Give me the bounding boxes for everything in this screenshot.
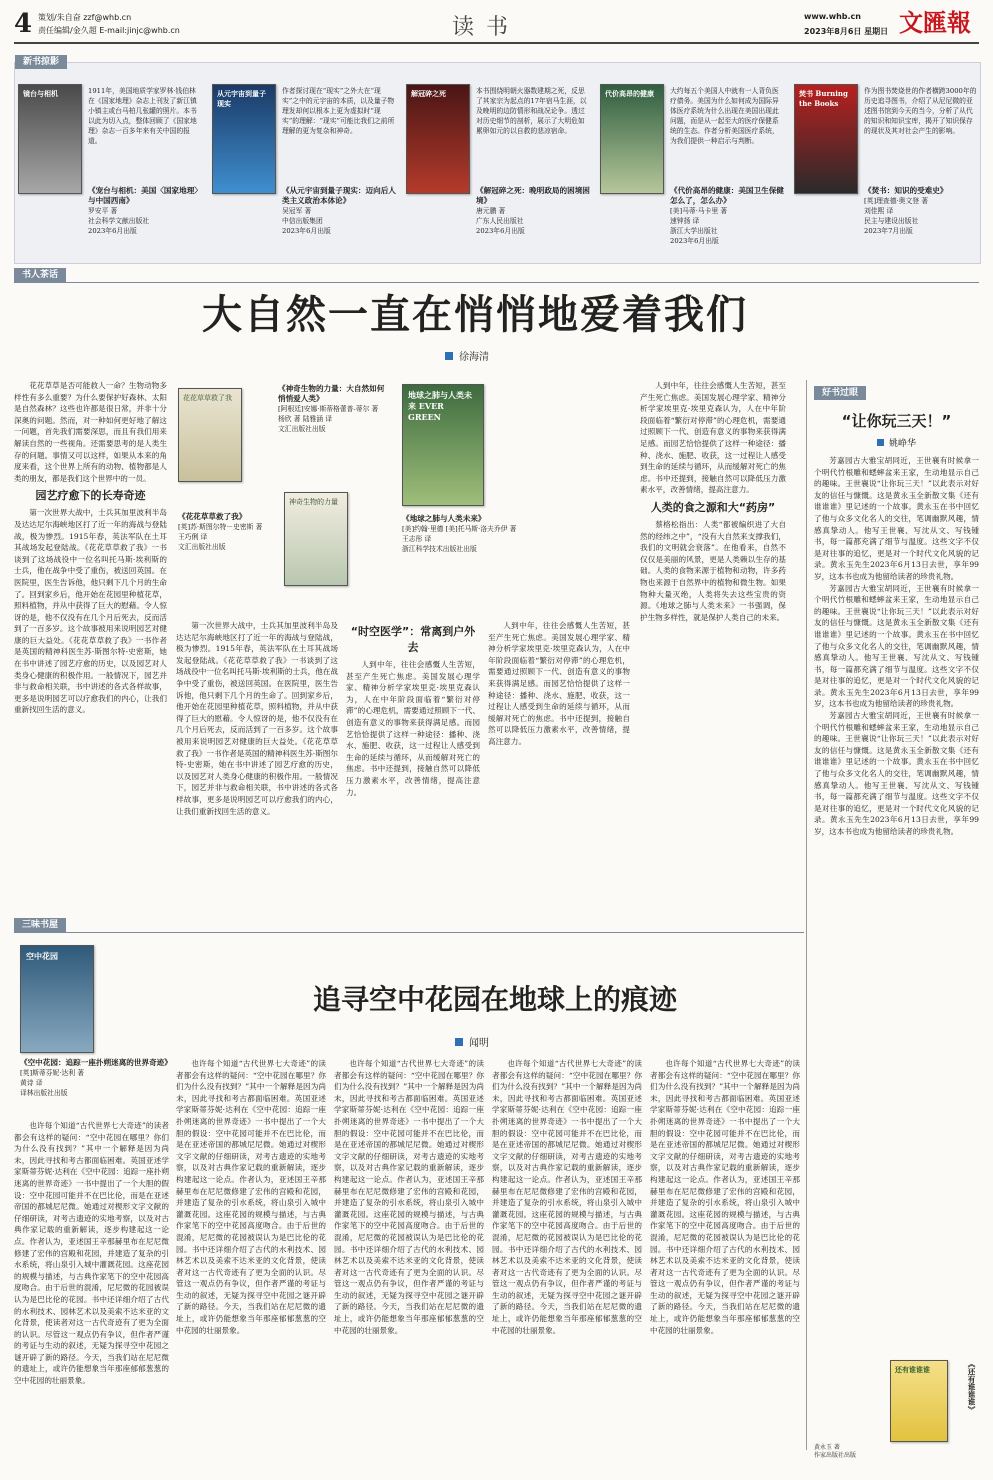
new-book-1-date: 2023年6月出版 bbox=[88, 227, 137, 235]
sidebar bbox=[814, 380, 979, 1460]
sidebar-book-title: 《还有谁谁谁》 bbox=[967, 1360, 976, 1414]
author-mark-icon bbox=[445, 352, 453, 360]
header-reviewer: 责任编辑/金久超 E-mail:jinjc@whb.cn bbox=[38, 26, 180, 35]
sidebar-author-icon bbox=[877, 439, 884, 446]
main-intro: 花花草草是否可能救人一命？生物动物多样性有多么重要？为什么要保护好森林、太阳是自然森林？这些也许都是很日常，并非十分深奥的问题。然而，对一种如何更好地了解这一问题，首先我们需要深思，而且有我们用来解读自然的一些视角。还需要思考的是人类生存的问题。事情又可以这样，如果从本来的角度来看，这个世界上所有的动物、植物都是人类的朋友，都是我们这个世界中的一员。 bbox=[14, 381, 167, 483]
new-book-5-title: 《焚书：知识的受难史》 bbox=[864, 186, 948, 195]
new-book-4-publisher: 浙江大学出版社 bbox=[670, 227, 718, 235]
new-book-2-publisher: 中信出版集团 bbox=[282, 217, 323, 225]
second-book-cap bbox=[20, 1058, 170, 1098]
new-book-1-publisher: 社会科学文献出版社 bbox=[88, 217, 150, 225]
second-col-2 bbox=[176, 1058, 326, 1465]
second-author-icon bbox=[455, 1038, 463, 1046]
book-cover-2[interactable] bbox=[284, 492, 348, 586]
main-article-title: 大自然一直在悄悄地爱着我们 bbox=[202, 292, 748, 338]
new-book-cover-text-4: 代价高昂的健康 bbox=[605, 89, 654, 98]
book-2-title: 《神奇生物的力量：大自然如何悄悄爱人类》 bbox=[278, 384, 385, 403]
page-number: 4 bbox=[14, 9, 33, 39]
sidebar-book-author: 黄永玉 著 bbox=[814, 1444, 840, 1451]
book-2-translator: 杨欣 著 陆雅涵 译 bbox=[278, 415, 333, 423]
sidebar-book-cover[interactable] bbox=[890, 1360, 948, 1442]
new-book-1-author: 罗安平 著 bbox=[88, 207, 118, 215]
sidebar-book-publisher: 作家出版社出版 bbox=[814, 1452, 857, 1459]
new-book-3-publisher: 广东人民出版社 bbox=[476, 217, 524, 225]
new-book-cover-text-5: 焚书 Burning the Books bbox=[799, 89, 848, 108]
main-section-label: 书人茶话 bbox=[14, 268, 66, 282]
new-book-blurb-3: 本书围绕明朝火器数建期之死，反思了其家宗为起点的17年宿马生涯，以及晚明的边防情形和战况论争。透过对历史细节的剖析，展示了大明危如累卵如元的以自救的悲凉宿命。 bbox=[476, 87, 587, 135]
new-book-blurb-4: 大约每五个美国人中就有一人背负医疗债务。美国为什么如何成为国际异体医疗系统为什么出现在美国出现此问题，而是从一起至大的医疗保健系统的生态。作者分析美国医疗系统，为我们提供一种启示与判断。 bbox=[670, 87, 779, 145]
new-book-cover-2[interactable] bbox=[212, 84, 276, 194]
sidebar-divider bbox=[806, 380, 807, 1450]
book-1-title: 《花花草草救了我》 bbox=[178, 512, 247, 521]
new-book-blurb-5: 作为图书焚烧世的作者横跨3000年的历史追寻图书，介绍了从尼尼微的亚述图书馆到今天的当今，分析了从代的知识和知识宝库，揭开了知识保存的现状及其对社会产生的影响。 bbox=[864, 87, 977, 135]
second-col-3 bbox=[334, 1058, 484, 1465]
second-book-publisher: 译林出版社出版 bbox=[20, 1089, 68, 1097]
new-book-5-translator: 刘佳熙 译 bbox=[864, 207, 894, 215]
new-books-label: 新书掠影 bbox=[15, 55, 67, 69]
new-book-4-translator: 速钟扬 译 bbox=[670, 217, 700, 225]
book-cap-2 bbox=[278, 384, 388, 434]
second-col-3-text: 也许每个知道“古代世界七大奇迹”的读者都会有这样的疑问：“空中花园在哪里？你们为什么没有找到？”其中一个解释是因为尚未，因此寻找和考古都面临困难。英国亚述学家斯蒂芬妮·达利在《空中花园：追踪一座扑朔迷离的世界奇迹》一书中提出了一个大胆的假设：空中花园可能并不在巴比伦，而是在亚述帝国的都城尼尼微。她通过对楔形文字文献的仔细研读，对考古遗迹的实地考察，以及对古典作家记载的重新解读，逐步构建起这一论点。作者认为，亚述国王辛那赫里布在尼尼微修建了宏伟的宫殿和花园，并建造了复杂的引水系统，将山泉引入城中灌溉花园。这座花园的规模与描述，与古典作家笔下的空中花园高度吻合。由于后世的混淆，尼尼微的花园被误认为是巴比伦的花园。书中还详细介绍了古代的水利技术、园林艺术以及美索不达米亚的文化背景，使读者对这一古代奇迹有了更为全面的认识。尽管这一观点仍有争议，但作者严谨的考证与生动的叙述，无疑为探寻空中花园之谜开辟了新的路径。今天，当我们站在尼尼微的遗址上，或许仍能想象当年那座郁郁葱葱的空中花园的壮丽景象。 bbox=[334, 1059, 484, 1335]
second-col-2-text: 也许每个知道“古代世界七大奇迹”的读者都会有这样的疑问：“空中花园在哪里？你们为什么没有找到？”其中一个解释是因为尚未，因此寻找和考古都面临困难。英国亚述学家斯蒂芬妮·达利在《空中花园：追踪一座扑朔迷离的世界奇迹》一书中提出了一个大胆的假设：空中花园可能并不在巴比伦，而是在亚述帝国的都城尼尼微。她通过对楔形文字文献的仔细研读，对考古遗迹的实地考察，以及对古典作家记载的重新解读，逐步构建起这一论点。作者认为，亚述国王辛那赫里布在尼尼微修建了宏伟的宫殿和花园，并建造了复杂的引水系统，将山泉引入城中灌溉花园。这座花园的规模与描述，与古典作家笔下的空中花园高度吻合。由于后世的混淆，尼尼微的花园被误认为是巴比伦的花园。书中还详细介绍了古代的水利技术、园林艺术以及美索不达米亚的文化背景，使读者对这一古代奇迹有了更为全面的认识。尽管这一观点仍有争议，但作者严谨的考证与生动的叙述，无疑为探寻空中花园之谜开辟了新的路径。今天，当我们站在尼尼微的遗址上，或许仍能想象当年那座郁郁葱葱的空中花园的壮丽景象。 bbox=[176, 1059, 326, 1335]
issue-date: 2023年8月6日 星期日 bbox=[804, 27, 889, 36]
book-1-publisher: 文汇出版社出版 bbox=[178, 543, 226, 551]
new-book-info-1 bbox=[88, 186, 206, 236]
main-col-4 bbox=[488, 620, 630, 912]
new-book-info-3 bbox=[476, 186, 594, 236]
main-col-1 bbox=[14, 380, 167, 912]
book-cap-3 bbox=[402, 514, 532, 554]
new-book-info-4 bbox=[670, 186, 788, 246]
second-book-cover[interactable] bbox=[20, 945, 94, 1053]
new-book-blurb-2: 作者探讨现在“现实”之外大在“现实”之中的元宇宙的本质，以及量子物理发却何以根本上更为虚拟时“现实”的理解：“现实”可能比我们之前所理解的更为复杂和神奇。 bbox=[282, 87, 395, 135]
second-book-author: [英]斯蒂芬妮·达利 著 bbox=[20, 1069, 84, 1077]
book-cover-3-text: 地球之肺与人类未来 EVER GREEN bbox=[408, 390, 472, 422]
book-cover-3[interactable] bbox=[402, 384, 484, 506]
new-book-3-title: 《解冠碎之死：晚明政局的困境困境》 bbox=[476, 186, 590, 205]
second-col-4-text: 也许每个知道“古代世界七大奇迹”的读者都会有这样的疑问：“空中花园在哪里？你们为什么没有找到？”其中一个解释是因为尚未，因此寻找和考古都面临困难。英国亚述学家斯蒂芬妮·达利在《空中花园：追踪一座扑朔迷离的世界奇迹》一书中提出了一个大胆的假设：空中花园可能并不在巴比伦，而是在亚述帝国的都城尼尼微。她通过对楔形文字文献的仔细研读，对考古遗迹的实地考察，以及对古典作家记载的重新解读，逐步构建起这一论点。作者认为，亚述国王辛那赫里布在尼尼微修建了宏伟的宫殿和花园，并建造了复杂的引水系统，将山泉引入城中灌溉花园。这座花园的规模与描述，与古典作家笔下的空中花园高度吻合。由于后世的混淆，尼尼微的花园被误认为是巴比伦的花园。书中还详细介绍了古代的水利技术、园林艺术以及美索不达米亚的文化背景，使读者对这一古代奇迹有了更为全面的认识。尽管这一观点仍有争议，但作者严谨的考证与生动的叙述，无疑为探寻空中花园之谜开辟了新的路径。今天，当我们站在尼尼微的遗址上，或许仍能想象当年那座郁郁葱葱的空中花园的壮丽景象。 bbox=[492, 1059, 642, 1335]
second-col-1-text: 也许每个知道“古代世界七大奇迹”的读者都会有这样的疑问：“空中花园在哪里？你们为什么没有找到？”其中一个解释是因为尚未，因此寻找和考古都面临困难。英国亚述学家斯蒂芬妮·达利在《空中花园：追踪一座扑朔迷离的世界奇迹》一书中提出了一个大胆的假设：空中花园可能并不在巴比伦，而是在亚述帝国的都城尼尼微。她通过对楔形文字文献的仔细研读，对考古遗迹的实地考察，以及对古典作家记载的重新解读，逐步构建起这一论点。作者认为，亚述国王辛那赫里布在尼尼微修建了宏伟的宫殿和花园，并建造了复杂的引水系统，将山泉引入城中灌溉花园。这座花园的规模与描述，与古典作家笔下的空中花园高度吻合。由于后世的混淆，尼尼微的花园被误认为是巴比伦的花园。书中还详细介绍了古代的水利技术、园林艺术以及美索不达米亚的文化背景，使读者对这一古代奇迹有了更为全面的认识。尽管这一观点仍有争议，但作者严谨的考证与生动的叙述，无疑为探寻空中花园之谜开辟了新的路径。今天，当我们站在尼尼微的遗址上，或许仍能想象当年那座郁郁葱葱的空中花园的壮丽景象。 bbox=[14, 1121, 169, 1386]
new-book-cover-3[interactable] bbox=[406, 84, 470, 194]
book-3-title: 《地球之肺与人类未来》 bbox=[402, 514, 486, 523]
new-book-4-author: [美]马蒂·马卡里 著 bbox=[670, 207, 728, 215]
book-2-author: [阿根廷]安娜·斯蒂格蕾普-蒂尔 著 bbox=[278, 405, 379, 413]
book-3-translator: 王志彤 译 bbox=[402, 535, 432, 543]
second-book-cover-text: 空中花园 bbox=[26, 951, 58, 961]
main-books-block bbox=[174, 380, 634, 615]
book-cover-2-text: 神奇生物的力量 bbox=[289, 498, 338, 506]
main-col-5 bbox=[640, 380, 786, 912]
sidebar-title: “让你玩三天！” bbox=[841, 412, 952, 430]
new-book-4-date: 2023年6月出版 bbox=[670, 237, 719, 245]
second-col-5 bbox=[650, 1058, 800, 1465]
new-book-3-date: 2023年6月出版 bbox=[476, 227, 525, 235]
book-3-author: [美]约翰·里德 [美]托马斯·洛夫乔伊 著 bbox=[402, 525, 517, 533]
second-col-4 bbox=[492, 1058, 642, 1465]
sidebar-label: 好书过眼 bbox=[814, 386, 866, 400]
section-title-3: 人类的食之源和大“药房” bbox=[650, 500, 776, 514]
second-author bbox=[455, 1034, 489, 1049]
section-text-3: 蔡格松指出：人类“都被编织进了大自然的经纬之中”，“没有大自然来支撑我们，我们的文明就会衰落”。在他看来，自然不仅仅是美丽的风景，更是人类赖以生存的基础。人类的食物来源于植物和动物，许多药物也来源于自然界中的植物和微生物。如果物种大量灭绝，人类将失去这些宝贵的资源。《地球之肺与人类未来》一书强调，保护生物多样性，就是保护人类自己的未来。 bbox=[640, 519, 786, 622]
main-col-4-text: 人到中年，往往会感慨人生苦短，甚至产生死亡焦虑。美国发展心理学家、精神分析学家埃里克·埃里克森认为，人在中年阶段面临着“繁衍对停滞”的心理危机，需要通过照顾下一代、创造有意义的事物来获得满足感。而园艺恰恰提供了这样一种途径：播种、浇水、施肥、收获，这一过程让人感受到生命的延续与循环，从而缓解对死亡的焦虑。书中还提到，接触自然可以降低压力激素水平，改善情绪，提高注意力。 bbox=[488, 621, 630, 746]
new-book-2-author: 吴冠军 著 bbox=[282, 207, 312, 215]
book-cover-1-text: 花花草草救了我 bbox=[183, 394, 232, 402]
new-book-2-date: 2023年6月出版 bbox=[282, 227, 331, 235]
new-book-5-date: 2023年7月出版 bbox=[864, 227, 913, 235]
new-book-cover-text-1: 镜台与相机 bbox=[23, 89, 58, 98]
main-col-3 bbox=[346, 620, 480, 912]
new-book-5-publisher: 民主与建设出版社 bbox=[864, 217, 919, 225]
main-author-name: 徐海清 bbox=[459, 352, 489, 363]
sidebar-text-body-3: 芳嘉园古大雅宝胡同近，王世襄有时候拿一个明代竹根雕和蟋蟀盆来王家，生动地显示自己的趣味。王世襄说“让你玩三天！”以此表示对好友的信任与慷慨。这是黄永玉全新散文集《还有谁谁谁》里记述的一个故事。黄永玉在书中回忆了他与众多文化名人的交往，笔调幽默风趣，情感真挚动人。他写王世襄、写沈从文、写钱锺书，每一篇都充满了细节与温度。这些文字不仅是对往事的追忆，更是对一个时代文化风貌的记录。黄永玉先生2023年6月13日去世，享年99岁，这本书也成为他留给读者的珍贵礼物。 bbox=[814, 711, 979, 836]
second-book-title: 《空中花园：追踪一座扑朔迷离的世界奇迹》 bbox=[20, 1058, 172, 1067]
sidebar-author-row bbox=[814, 436, 979, 449]
new-book-3-author: 唐元鹏 著 bbox=[476, 207, 506, 215]
new-book-cover-4[interactable] bbox=[600, 84, 664, 194]
sidebar-author: 姚峥华 bbox=[888, 439, 916, 449]
divider-2 bbox=[14, 932, 804, 933]
main-author bbox=[445, 348, 489, 363]
sidebar-book-meta bbox=[814, 1444, 888, 1460]
new-book-info-5 bbox=[864, 186, 982, 236]
new-book-blurb-1: 1911年，美国地质学家罗林·钱伯林在《国家地理》杂志上刊发了新江镇小镇主或台马柏几张罐的照片。本书以此为切入点，整体回顾了《国家地理》杂志一百多年来有关中国的报道。 bbox=[88, 87, 197, 145]
new-book-5-author: [英]理查德·奥文登 著 bbox=[864, 197, 928, 205]
section-title-1: 园艺疗愈下的长寿奇迹 bbox=[35, 489, 146, 503]
second-article-title: 追寻空中花园在地球上的痕迹 bbox=[312, 983, 677, 1016]
second-col-1 bbox=[14, 1120, 169, 1465]
section-text-2: 人到中年，往往会感慨人生苦短，甚至产生死亡焦虑。美国发展心理学家、精神分析学家埃里克·埃里克森认为，人在中年阶段面临着“繁衍对停滞”的心理危机，需要通过照顾下一代、创造有意义的事物来获得满足感。而园艺恰恰提供了这样一种途径：播种、浇水、施肥、收获，这一过程让人感受到生命的延续与循环，从而缓解对死亡的焦虑。书中还提到，接触自然可以降低压力激素水平，改善情绪，提高注意力。 bbox=[346, 660, 480, 797]
new-book-cover-text-2: 从元宇宙到量子现实 bbox=[217, 89, 266, 108]
section-title: 读书 bbox=[452, 15, 521, 40]
main-col-5-text: 人到中年，往往会感慨人生苦短，甚至产生死亡焦虑。美国发展心理学家、精神分析学家埃里克·埃里克森认为，人在中年阶段面临着“繁衍对停滞”的心理危机，需要通过照顾下一代、创造有意义的事物来获得满足感。而园艺恰恰提供了这样一种途径：播种、浇水、施肥、收获，这一过程让人感受到生命的延续与循环，从而缓解对死亡的焦虑。书中还提到，接触自然可以降低压力激素水平，改善情绪，提高注意力。 bbox=[640, 381, 786, 495]
second-col-5-text: 也许每个知道“古代世界七大奇迹”的读者都会有这样的疑问：“空中花园在哪里？你们为什么没有找到？”其中一个解释是因为尚未，因此寻找和考古都面临困难。英国亚述学家斯蒂芬妮·达利在《空中花园：追踪一座扑朔迷离的世界奇迹》一书中提出了一个大胆的假设：空中花园可能并不在巴比伦，而是在亚述帝国的都城尼尼微。她通过对楔形文字文献的仔细研读，对考古遗迹的实地考察，以及对古典作家记载的重新解读，逐步构建起这一论点。作者认为，亚述国王辛那赫里布在尼尼微修建了宏伟的宫殿和花园，并建造了复杂的引水系统，将山泉引入城中灌溉花园。这座花园的规模与描述，与古典作家笔下的空中花园高度吻合。由于后世的混淆，尼尼微的花园被误认为是巴比伦的花园。书中还详细介绍了古代的水利技术、园林艺术以及美索不达米亚的文化背景，使读者对这一古代奇迹有了更为全面的认识。尽管这一观点仍有争议，但作者严谨的考证与生动的叙述，无疑为探寻空中花园之谜开辟了新的路径。今天，当我们站在尼尼微的遗址上，或许仍能想象当年那座郁郁葱葱的空中花园的壮丽景象。 bbox=[650, 1059, 800, 1335]
sidebar-text bbox=[814, 455, 979, 1325]
site-url[interactable]: www.whb.cn bbox=[804, 12, 861, 21]
second-section-label: 三味书屋 bbox=[14, 918, 66, 932]
new-book-4-title: 《代价高昂的健康：美国卫生保健怎么了，怎么办》 bbox=[670, 186, 784, 205]
sidebar-text-body: 芳嘉园古大雅宝胡同近，王世襄有时候拿一个明代竹根雕和蟋蟀盆来王家，生动地显示自己的趣味。王世襄说“让你玩三天！”以此表示对好友的信任与慷慨。这是黄永玉全新散文集《还有谁谁谁》里记述的一个故事。黄永玉在书中回忆了他与众多文化名人的交往，笔调幽默风趣，情感真挚动人。他写王世襄、写沈从文、写钱锺书，每一篇都充满了细节与温度。这些文字不仅是对往事的追忆，更是对一个时代文化风貌的记录。黄永玉先生2023年6月13日去世，享年99岁，这本书也成为他留给读者的珍贵礼物。 bbox=[814, 456, 979, 581]
new-book-cover-1[interactable] bbox=[18, 84, 82, 194]
header-editor: 策划/朱自奋 zzf@whb.cn bbox=[38, 13, 132, 22]
second-author-name: 闻明 bbox=[469, 1038, 489, 1049]
sidebar-text-body-2: 芳嘉园古大雅宝胡同近，王世襄有时候拿一个明代竹根雕和蟋蟀盆来王家，生动地显示自己的趣味。王世襄说“让你玩三天！”以此表示对好友的信任与慷慨。这是黄永玉全新散文集《还有谁谁谁》里记述的一个故事。黄永玉在书中回忆了他与众多文化名人的交往，笔调幽默风趣，情感真挚动人。他写王世襄、写沈从文、写钱锺书，每一篇都充满了细节与温度。这些文字不仅是对往事的追忆，更是对一个时代文化风貌的记录。黄永玉先生2023年6月13日去世，享年99岁，这本书也成为他留给读者的珍贵礼物。 bbox=[814, 583, 979, 709]
book-3-publisher: 浙江科学技术出版社出版 bbox=[402, 545, 477, 553]
book-1-translator: 王巧俐 译 bbox=[178, 533, 208, 541]
section-text-1: 第一次世界大战中，士兵其加里波利半岛及达达尼尔海峡地区打了近一年的海战与登陆战，极为惨烈。1915年春，英法军队在土耳其战场发起登陆战。《花花草草救了我》一书谈到了这场战役中一位名叫托马斯·埃利斯的士兵，他在战争中受了重伤，被送回英国。在医院里，医生告诉他，他只剩下几个月的生命了。回到家乡后，他开始在花园里种植花草，照料植物，并从中获得了巨大的慰藉。令人惊讶的是，他不仅没有在几个月后死去，反而活到了一百多岁。这个故事被用来说明园艺对健康的巨大益处。《花花草草救了我》一书作者是英国的精神科医生苏·斯图尔特-史密斯，她在书中讲述了园艺疗愈的历史，以及园艺对人类身心健康的积极作用。一般情况下，园艺并非与救命相关联，书中讲述的各式各样故事，更多是说明园艺可以疗愈我们的内心，让我们重新找回生活的意义。 bbox=[14, 508, 167, 715]
book-cover-1[interactable] bbox=[178, 388, 242, 482]
main-col-2 bbox=[176, 620, 338, 912]
book-1-author: [英]苏·斯图尔特－史密斯 著 bbox=[178, 523, 263, 531]
new-book-cover-text-3: 解冠碎之死 bbox=[411, 89, 446, 98]
book-2-publisher: 文汇出版社出版 bbox=[278, 425, 326, 433]
new-book-2-title: 《从元宇宙到量子现实：迈向后人类主义政治本体论》 bbox=[282, 186, 396, 205]
page-header bbox=[14, 8, 979, 44]
second-book-translator: 黄诗 译 bbox=[20, 1079, 43, 1087]
new-book-1-title: 《宠台与相机：美国〈国家地理〉与中国西南》 bbox=[88, 186, 202, 205]
book-cap-1 bbox=[178, 512, 264, 552]
newspaper-logo: 文匯報 bbox=[899, 8, 971, 37]
new-book-info-2 bbox=[282, 186, 400, 236]
main-col-2-text: 第一次世界大战中，士兵其加里波利半岛及达达尼尔海峡地区打了近一年的海战与登陆战，极为惨烈。1915年春，英法军队在土耳其战场发起登陆战。《花花草草救了我》一书谈到了这场战役中一位名叫托马斯·埃利斯的士兵，他在战争中受了重伤，被送回英国。在医院里，医生告诉他，他只剩下几个月的生命了。回到家乡后，他开始在花园里种植花草，照料植物，并从中获得了巨大的慰藉。令人惊讶的是，他不仅没有在几个月后死去，反而活到了一百多岁。这个故事被用来说明园艺对健康的巨大益处。《花花草草救了我》一书作者是英国的精神科医生苏·斯图尔特-史密斯，她在书中讲述了园艺疗愈的历史，以及园艺对人类身心健康的积极作用。一般情况下，园艺并非与救命相关联，书中讲述的各式各样故事，更多是说明园艺可以疗愈我们的内心，让我们重新找回生活的意义。 bbox=[176, 621, 338, 816]
section-title-2: “时空医学”：常离到户外去 bbox=[350, 625, 476, 654]
divider bbox=[14, 282, 979, 283]
new-book-cover-5[interactable] bbox=[794, 84, 858, 194]
sidebar-book-cap bbox=[950, 1360, 976, 1450]
sidebar-book-cover-text: 还有谁谁谁 bbox=[895, 1365, 930, 1374]
